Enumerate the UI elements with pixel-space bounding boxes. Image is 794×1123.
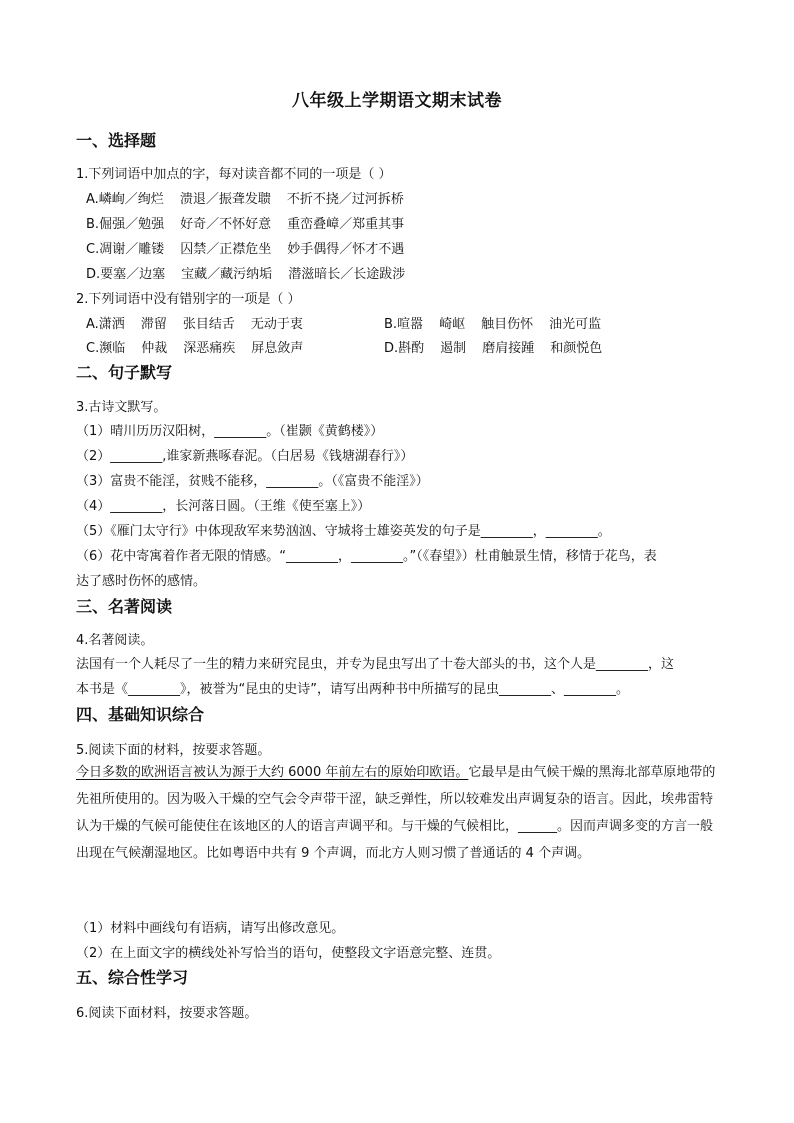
question-3-item: （6）花中寄寓着作者无限的情感。“________，________。”（《春望》）杜甫触景生情，移情于花鸟，表 [76,549,657,564]
option-label: D. [86,267,101,282]
question-2-option-a [86,313,303,332]
option-label: C. [86,242,100,257]
section-heading-basics: 四、基础知识综合 [76,705,205,724]
option-word: 屏息敛声 [251,341,304,356]
option-word: 凋谢／雕镂 [99,242,165,257]
option-word: 潇洒 [98,317,125,332]
question-1-option-a [86,188,404,207]
question-1-option-b [86,213,404,232]
option-word: 倔强／勉强 [99,217,165,232]
option-word: 不折不挠／过河拆桥 [286,192,404,207]
option-word: 喧嚣 [397,317,424,332]
option-label: B. [86,217,100,232]
option-word: 斟酌 [398,341,425,356]
option-word: 濒临 [99,341,126,356]
question-3-item: （1）晴川历历汉阳树，________。（崔颢《黄鹤楼》） [76,424,384,439]
section-heading-dictation: 二、句子默写 [76,363,173,382]
question-5-stem: 5.阅读下面的材料，按要求答题。 [76,743,271,758]
option-word: 溃退／振聋发聩 [179,192,271,207]
question-4-line: 法国有一个人耗尽了一生的精力来研究昆虫，并专为昆虫写出了十卷大部头的书，这个人是________，这 [76,657,675,672]
option-word: 要塞／边塞 [100,267,166,282]
question-1-option-d [86,263,405,282]
option-word: 仲裁 [141,341,168,356]
option-word: 重峦叠嶂／郑重其事 [287,217,405,232]
underlined-sentence: 今日多数的欧洲语言被认为源于大约 6000 年前左右的原始印欧语。 [76,765,469,780]
question-2-option-d [384,337,602,356]
option-word: 妙手偶得／怀才不遇 [287,242,405,257]
option-word: 好奇／不怀好意 [180,217,272,232]
page-title: 八年级上学期语文期末试卷 [292,91,502,111]
question-1-option-c [86,238,404,257]
option-label: C. [86,341,100,356]
question-1-stem: 1.下列词语中加点的字，每对读音都不同的一项是（ ） [76,167,392,182]
option-word: 潜滋暗长／长途跋涉 [288,267,406,282]
option-word: 崎岖 [439,317,466,332]
question-4-stem: 4.名著阅读。 [76,633,154,648]
option-word: 嶙峋／绚烂 [98,192,164,207]
option-word: 触目伤怀 [481,317,534,332]
option-label: D. [384,341,399,356]
question-6-stem: 6.阅读下面材料，按要求答题。 [76,1006,258,1021]
question-3-item: （4）________，长河落日圆。（王维《使至塞上》） [76,499,371,514]
option-label: B. [384,317,398,332]
question-3-item-continued: 达了感时伤怀的感情。 [76,574,207,589]
section-heading-choice: 一、选择题 [76,131,157,150]
passage-text: 它最早是由气候干燥的黑海北部草原地带的先祖所使用的。因为吸入干燥的空气会令声带干涩，缺乏弹性，所以较难发出声调复杂的语言。因此，埃弗雷特认为干燥的气候可能使住在该地区的人的语言声调平和。与干燥的气候相比，______。因而声调多变的方言一般出现在气候潮湿地区。比如粤语中共有 9 个声调，而北方人则习惯了普通话的 4 个声调。 [76,765,716,861]
option-word: 无动于衷 [250,317,303,332]
question-2-stem: 2.下列词语中没有错别字的一项是（ ） [76,292,301,307]
section-heading-classics: 三、名著阅读 [76,597,173,616]
question-3-item: （2）________,谁家新燕啄春泥。（白居易《钱塘湖春行》） [76,449,414,464]
option-word: 深恶痛疾 [183,341,236,356]
option-word: 油光可监 [549,317,602,332]
question-5-subquestion: （1）材料中画线句有语病，请写出修改意见。 [76,921,345,936]
question-2-option-b [384,313,601,332]
option-word: 遏制 [440,341,467,356]
question-5-subquestion: （2）在上面文字的横线处补写恰当的语句，使整段文字语意完整、连贯。 [76,946,501,961]
option-label: A. [86,317,99,332]
question-3-item: （5）《雁门太守行》中体现敌军来势汹汹、守城将士雄姿英发的句子是________，________。 [76,524,611,539]
question-4-line: 本书是《________》，被誉为“昆虫的史诗”，请写出两种书中所描写的昆虫________、________。 [76,682,629,697]
option-word: 滞留 [140,317,167,332]
section-heading-comprehensive: 五、综合性学习 [76,968,189,987]
question-3-item: （3）富贵不能淫，贫贱不能移，________。（《富贵不能淫》） [76,474,429,489]
option-word: 囚禁／正襟危坐 [180,242,272,257]
question-5-passage [76,759,722,867]
option-word: 张目结舌 [182,317,235,332]
option-label: A. [86,192,99,207]
option-word: 宝藏／藏污纳垢 [181,267,273,282]
question-3-stem: 3.古诗文默写。 [76,400,167,415]
option-word: 磨肩接踵 [482,341,535,356]
option-word: 和颜悦色 [550,341,603,356]
question-2-option-c [86,337,303,356]
